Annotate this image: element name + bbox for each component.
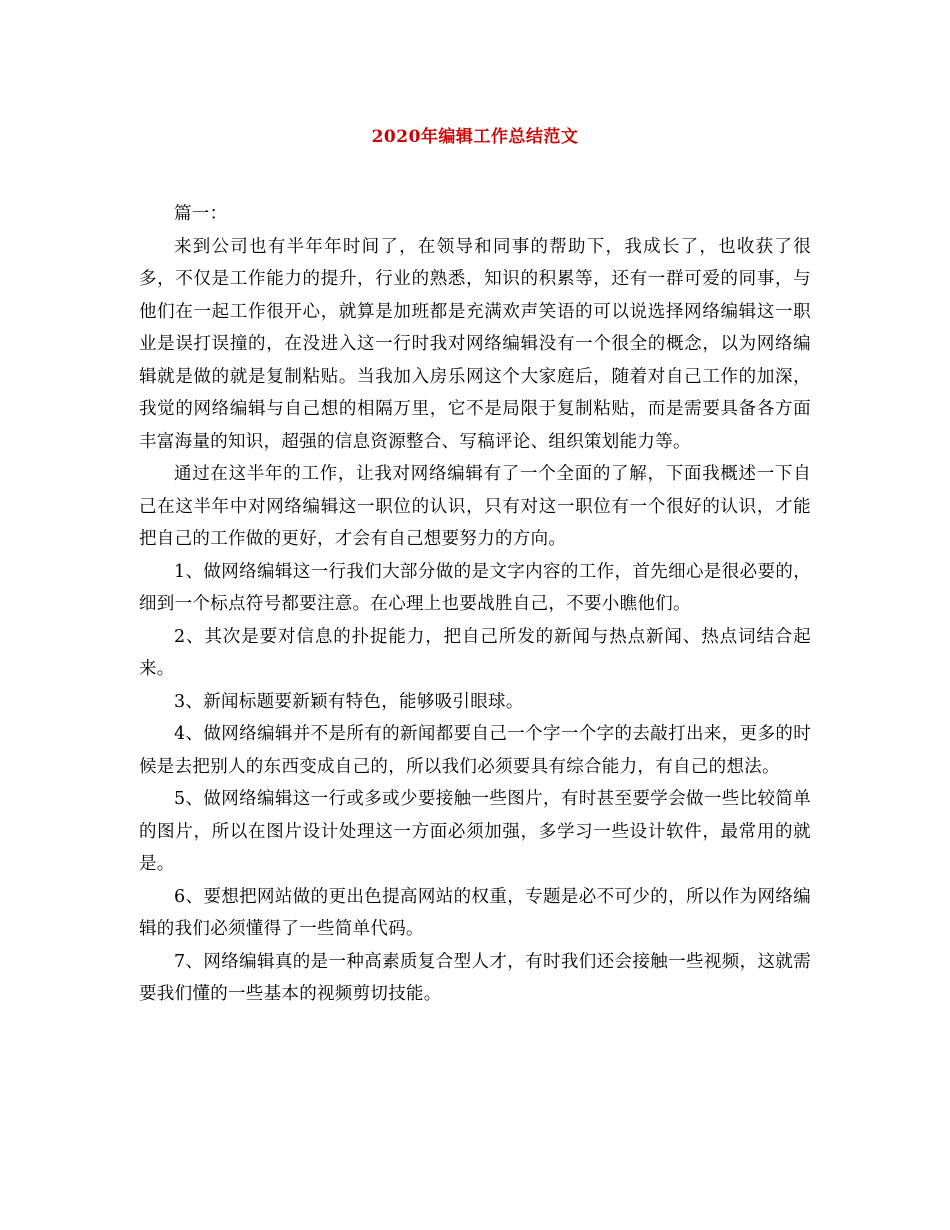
paragraph-intro: 来到公司也有半年年时间了，在领导和同事的帮助下，我成长了，也收获了很多，不仅是工作能力的提升，行业的熟悉，知识的积累等，还有一群可爱的同事，与他们在一起工作很开心，就算是加班都是充满欢声笑语的可以说选择网络编辑这一职业是误打误撞的，在没进入这一行时我对网络编辑没有一个很全的概念，以为网络编辑就是做的就是复制粘贴。当我加入房乐网这个大家庭后，随着对自己工作的加深，我觉的网络编辑与自己想的相隔万里，它不是局限于复制粘贴，而是需要具备各方面丰富海量的知识，超强的信息资源整合、写稿评论、组织策划能力等。 [139,236,811,452]
document-body [139,198,811,1011]
paragraph-item-7: 7、网络编辑真的是一种高素质复合型人才，有时我们还会接触一些视频，这就需要我们懂的一些基本的视频剪切技能。 [139,951,811,1004]
document-title: 2020年编辑工作总结范文 [371,127,579,147]
paragraph-item-3: 3、新闻标题要新颖有特色，能够吸引眼球。 [174,691,524,712]
paragraph-item-5: 5、做网络编辑这一行或多或少要接触一些图片，有时甚至要学会做一些比较简单的图片，所以在图片设计处理这一方面必须加强，多学习一些设计软件，最常用的就是。 [139,789,811,874]
paragraph-item-6: 6、要想把网站做的更出色提高网站的权重，专题是必不可少的，所以作为网络编辑的我们必须懂得了一些简单代码。 [139,886,811,939]
paragraph-item-2: 2、其次是要对信息的扑捉能力，把自己所发的新闻与热点新闻、热点词结合起来。 [139,626,811,679]
paragraph-item-4: 4、做网络编辑并不是所有的新闻都要自己一个字一个字的去敲打出来，更多的时候是去把别人的东西变成自己的，所以我们必须要具有综合能力，有自己的想法。 [139,724,811,777]
paragraph-overview: 通过在这半年的工作，让我对网络编辑有了一个全面的了解，下面我概述一下自己在这半年中对网络编辑这一职位的认识，只有对这一职位有一个很好的认识，才能把自己的工作做的更好，才会有自己想要努力的方向。 [139,464,811,549]
paragraph-section-label: 篇一： [174,204,228,224]
paragraph-item-1: 1、做网络编辑这一行我们大部分做的是文字内容的工作，首先细心是很必要的，细到一个标点符号都要注意。在心理上也要战胜自己，不要小瞧他们。 [139,561,811,614]
